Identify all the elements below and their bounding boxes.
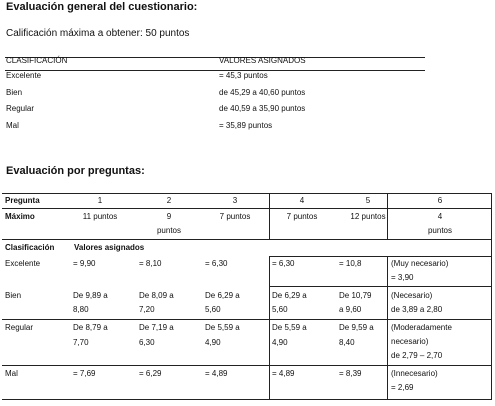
- cell-value: = 10,8: [339, 259, 362, 268]
- question-number: 3: [232, 196, 238, 205]
- general-row-label: Excelente: [6, 71, 42, 80]
- table-rule: [2, 193, 492, 194]
- max-points: 7 puntos: [286, 212, 318, 221]
- table-rule: [2, 399, 492, 400]
- cell-value: De 6,29 a: [205, 291, 240, 300]
- cell-value: 5,60: [272, 305, 288, 314]
- cell-value: (Moderadamente: [391, 323, 452, 332]
- cell-value: = 6,30: [272, 259, 295, 268]
- cell-value: = 8,39: [339, 369, 362, 378]
- row-label: Excelente: [5, 259, 41, 268]
- cell-value: = 6,30: [205, 259, 228, 268]
- cell-value: = 7,69: [73, 369, 96, 378]
- table-rule: [269, 256, 492, 257]
- cell-value: = 2,69: [391, 383, 414, 392]
- cell-value: De 8,79 a: [73, 323, 108, 332]
- cell-value: (Innecesario): [391, 369, 438, 378]
- max-points: 9: [166, 212, 172, 221]
- cell-value: 7,20: [139, 305, 155, 314]
- table-rule: [387, 256, 388, 399]
- clasificacion-label: Clasificación: [5, 243, 55, 252]
- table-rule: [2, 239, 492, 240]
- cell-value: 5,60: [205, 305, 221, 314]
- cell-value: (Muy necesario): [391, 259, 449, 268]
- cell-value: a 9,60: [339, 305, 362, 314]
- cell-value: de 3,89 a 2,80: [391, 305, 443, 314]
- questions-title: Evaluación por preguntas:: [6, 165, 145, 177]
- general-row-label: Bien: [6, 88, 23, 97]
- general-title: Evaluación general del cuestionario:: [6, 1, 198, 13]
- max-points: 11 puntos: [82, 212, 118, 221]
- row-label: Mal: [5, 369, 18, 378]
- cell-value: De 9,59 a: [339, 323, 374, 332]
- cell-value: de 2,79 – 2,70: [391, 351, 443, 360]
- cell-value: = 4,89: [205, 369, 228, 378]
- cell-value: 4,90: [205, 338, 221, 347]
- cell-value: = 4,89: [272, 369, 295, 378]
- maximo-label: Máximo: [5, 212, 35, 221]
- question-number: 1: [97, 196, 103, 205]
- cell-value: De 5,59 a: [205, 323, 240, 332]
- table-rule: [269, 256, 270, 399]
- general-col-clasificacion: CLASIFICACIÓN: [6, 56, 68, 65]
- general-row-value: de 40,59 a 35,90 puntos: [219, 104, 306, 113]
- question-number: 2: [166, 196, 172, 205]
- table-rule: [491, 193, 492, 399]
- max-points: 4: [437, 212, 443, 221]
- cell-value: De 7,19 a: [139, 323, 174, 332]
- cell-value: De 5,59 a: [272, 323, 307, 332]
- max-points-unit: puntos: [427, 226, 453, 235]
- valores-asignados-label: Valores asignados: [74, 243, 145, 252]
- max-score-text: Calificación máxima a obtener: 50 puntos: [6, 28, 190, 39]
- cell-value: = 8,10: [139, 259, 162, 268]
- cell-value: = 9,90: [73, 259, 96, 268]
- table-rule: [2, 319, 492, 320]
- general-row-label: Regular: [6, 104, 35, 113]
- pregunta-label: Pregunta: [5, 196, 40, 205]
- row-label: Bien: [5, 291, 22, 300]
- general-table-header-rule: [5, 70, 425, 71]
- cell-value: (Necesario): [391, 291, 433, 300]
- question-number: 4: [299, 196, 305, 205]
- cell-value: De 10,79: [339, 291, 372, 300]
- question-number: 5: [365, 196, 371, 205]
- max-points-unit: puntos: [156, 226, 182, 235]
- general-table-top-rule: [5, 57, 425, 58]
- cell-value: De 6,29 a: [272, 291, 307, 300]
- general-row-label: Mal: [6, 121, 19, 130]
- table-rule: [269, 286, 492, 287]
- cell-value: 8,40: [339, 338, 355, 347]
- cell-value: 8,80: [73, 305, 89, 314]
- table-rule: [2, 208, 492, 209]
- cell-value: De 9,89 a: [73, 291, 108, 300]
- cell-value: De 8,09 a: [139, 291, 174, 300]
- cell-value: 6,30: [139, 338, 155, 347]
- general-row-value: de 45,29 a 40,60 puntos: [219, 88, 306, 97]
- max-points: 7 puntos: [219, 212, 251, 221]
- cell-value: necesario): [391, 337, 429, 346]
- general-col-valores: VALORES ASIGNADOS: [219, 56, 306, 65]
- general-row-value: = 45,3 puntos: [219, 71, 268, 80]
- cell-value: 4,90: [272, 338, 288, 347]
- row-label: Regular: [5, 323, 34, 332]
- cell-value: = 6,29: [139, 369, 162, 378]
- max-points: 12 puntos: [350, 212, 386, 221]
- cell-value: 7,70: [73, 338, 89, 347]
- table-rule: [2, 365, 492, 366]
- general-row-value: = 35,89 puntos: [219, 121, 273, 130]
- question-number: 6: [437, 196, 443, 205]
- cell-value: = 3,90: [391, 273, 414, 282]
